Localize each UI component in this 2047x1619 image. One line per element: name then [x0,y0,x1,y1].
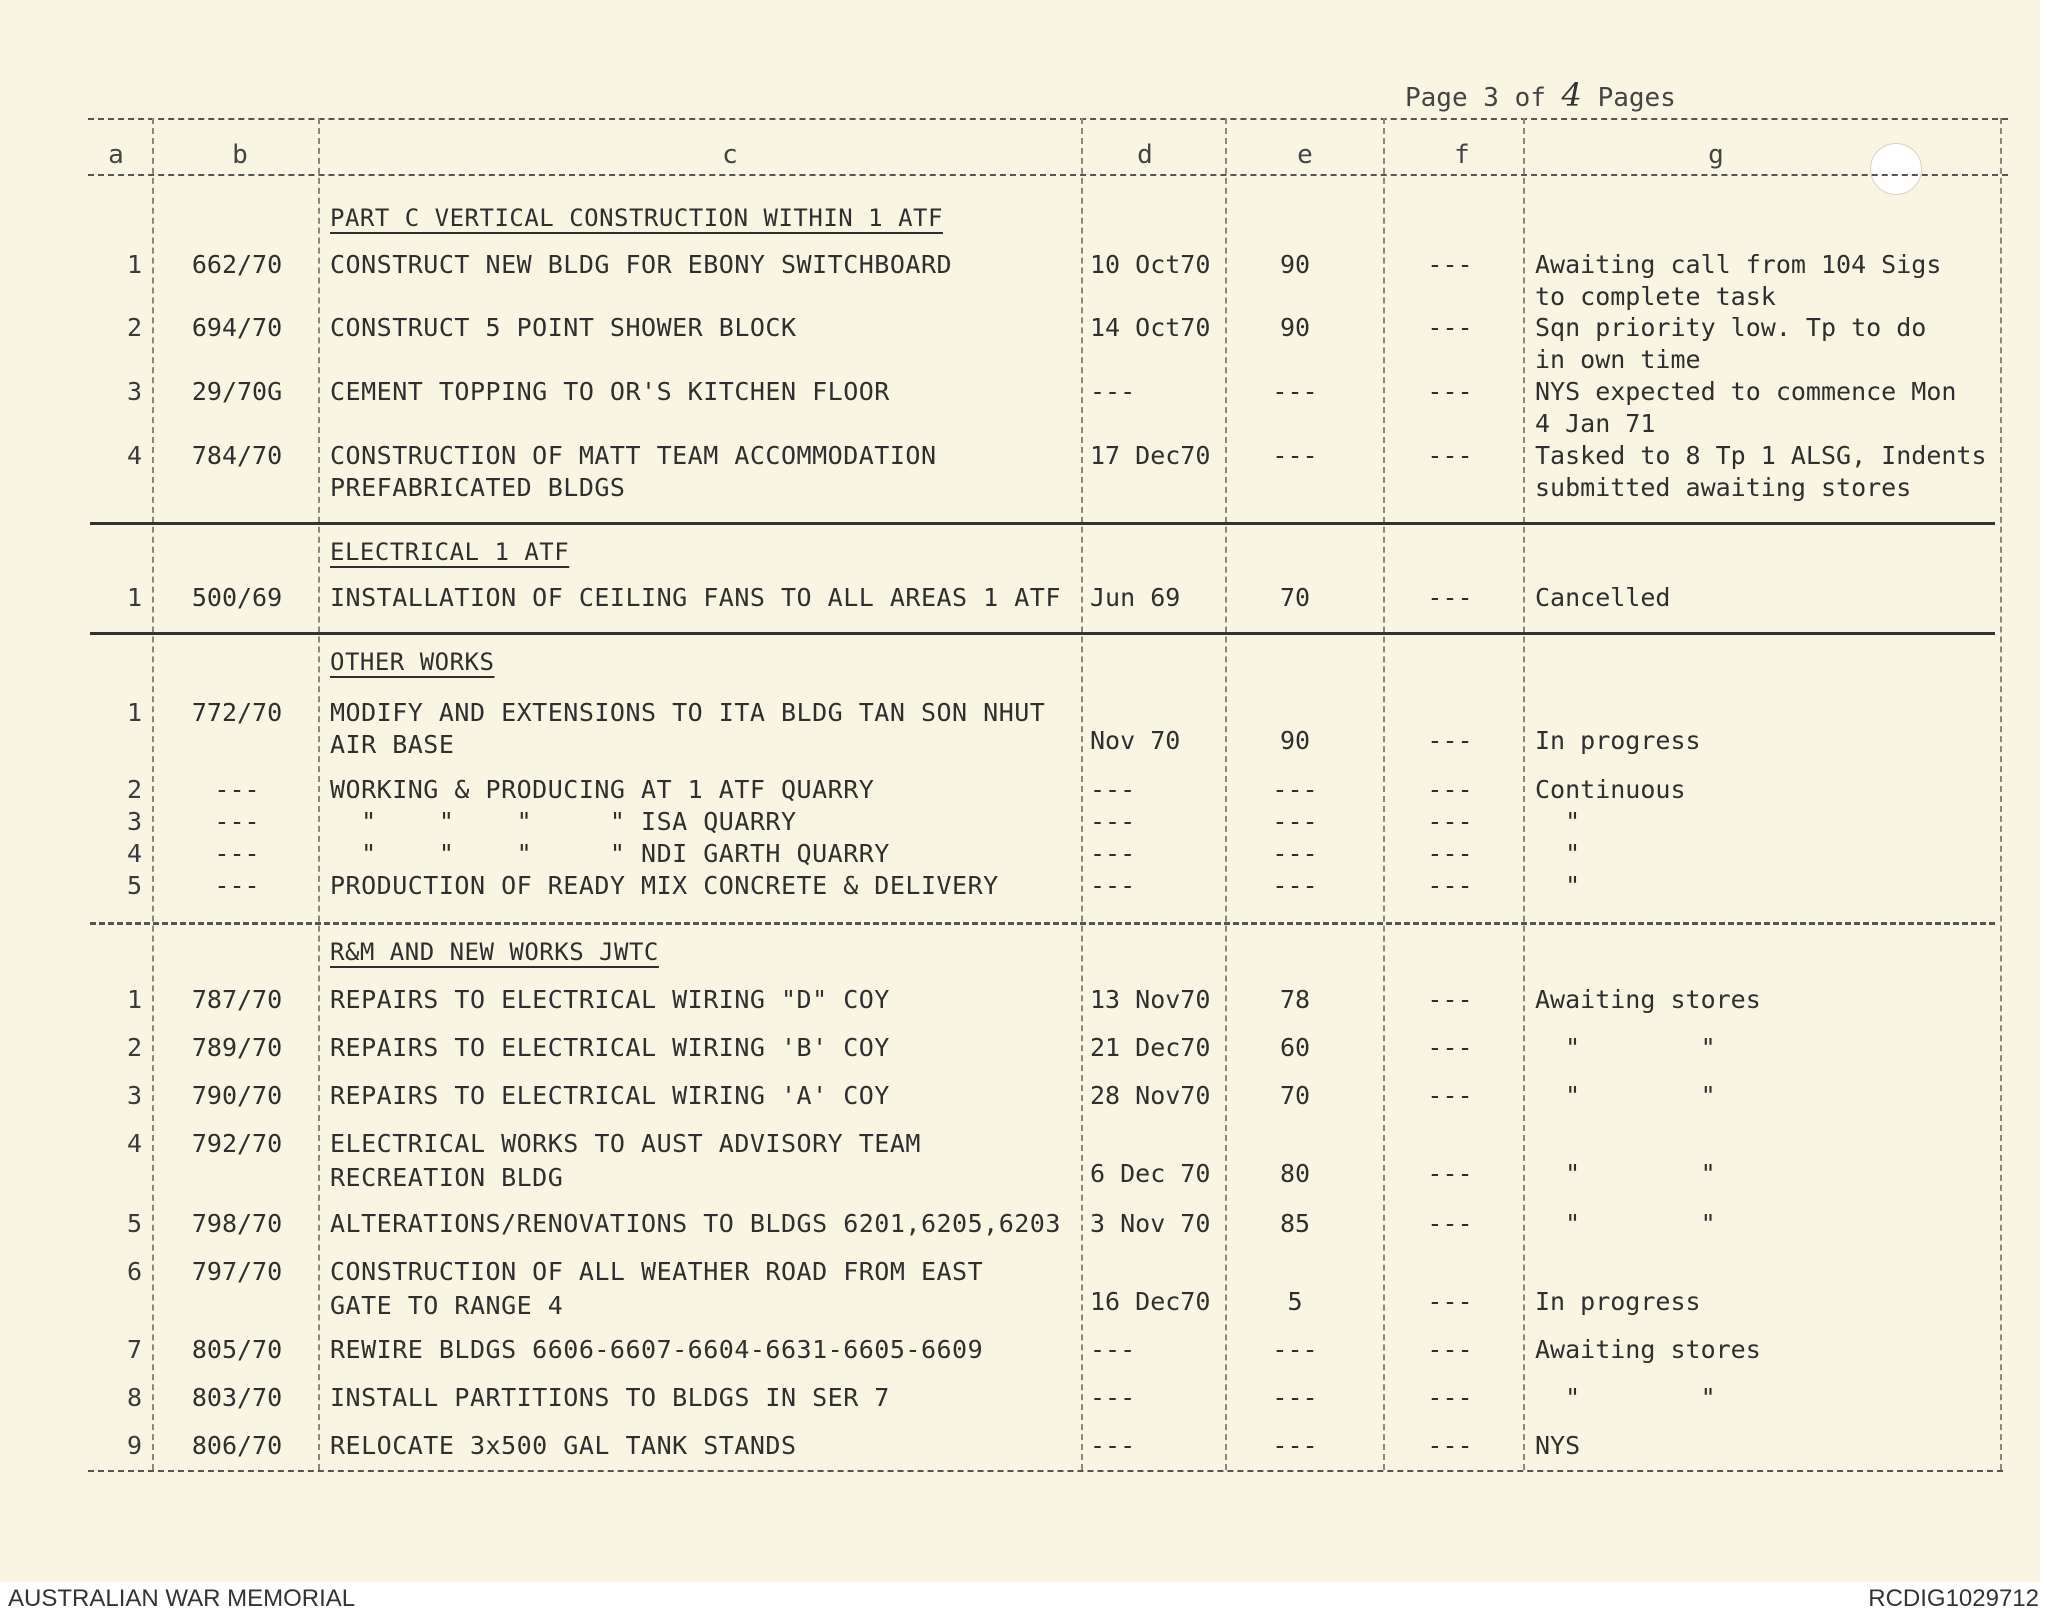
cell-description: INSTALL PARTITIONS TO BLDGS IN SER 7 [330,1383,890,1412]
cell-remarks: In progress [1535,726,1701,755]
cell-date: --- [1090,1335,1136,1364]
cell-date: 21 Dec70 [1090,1033,1211,1062]
cell-description: CONSTRUCTION OF MATT TEAM ACCOMMODATION [330,441,937,470]
cell-task-number: 805/70 [191,1335,283,1364]
cell-task-number: 789/70 [191,1033,283,1062]
cell-date: --- [1090,1383,1136,1412]
cell-task-number: 797/70 [191,1257,283,1286]
cell-serial: 2 [126,1033,142,1062]
cell-remarks: Continuous [1535,775,1686,804]
column-header-f: f [1454,140,1470,170]
cell-remarks-line2: to complete task [1535,282,1776,311]
cell-remarks: Awaiting call from 104 Sigs [1535,250,1942,279]
cell-task-number: 694/70 [191,313,283,342]
cell-task-number: 500/69 [191,583,283,612]
cell-percent: --- [1272,1431,1318,1460]
page-number-suffix: Pages [1597,83,1676,113]
cell-f: --- [1427,1431,1473,1460]
cell-date: --- [1090,377,1136,406]
cell-serial: 2 [126,313,142,342]
cell-task-number: 772/70 [191,698,283,727]
cell-remarks: " " [1535,1081,1716,1110]
cell-task-number: 787/70 [191,985,283,1014]
cell-remarks-line2: 4 Jan 71 [1535,409,1656,438]
cell-serial: 6 [126,1257,142,1286]
cell-percent: --- [1272,1335,1318,1364]
cell-percent: 90 [1279,726,1311,755]
cell-percent: --- [1272,377,1318,406]
cell-description: " " " " ISA QUARRY [330,807,797,836]
cell-task-number: 29/70G [191,377,283,406]
cell-task-number: 662/70 [191,250,283,279]
cell-remarks: " [1535,807,1581,836]
cell-description: REPAIRS TO ELECTRICAL WIRING "D" COY [330,985,890,1014]
cell-description: INSTALLATION OF CEILING FANS TO ALL AREAS 1 ATF [330,583,1061,612]
column-divider [1225,118,1227,1470]
column-header-b: b [232,140,248,170]
column-divider [1523,118,1525,1470]
cell-remarks: Sqn priority low. Tp to do [1535,313,1927,342]
cell-f: --- [1427,377,1473,406]
cell-percent: --- [1272,839,1318,868]
column-header-c: c [722,140,738,170]
cell-date: 16 Dec70 [1090,1287,1211,1316]
cell-serial: 1 [126,583,142,612]
cell-task-number: 790/70 [191,1081,283,1110]
cell-task-number: --- [214,807,260,836]
section-title-rm-new-works: R&M AND NEW WORKS JWTC [330,938,659,966]
page-number-handwritten: 4 [1561,76,1582,114]
cell-percent: 80 [1279,1159,1311,1188]
page-number [1405,76,1676,114]
cell-description: CONSTRUCT 5 POINT SHOWER BLOCK [330,313,797,342]
cell-percent: 90 [1279,313,1311,342]
bottom-rule [88,1470,2003,1472]
cell-serial: 8 [126,1383,142,1412]
cell-serial: 3 [126,377,142,406]
cell-task-number: --- [214,839,260,868]
cell-description-line2: AIR BASE [330,730,455,759]
cell-serial: 2 [126,775,142,804]
column-header-d: d [1137,140,1153,170]
cell-description: ALTERATIONS/RENOVATIONS TO BLDGS 6201,6205,6203 [330,1209,1061,1238]
cell-f: --- [1427,775,1473,804]
cell-percent: 78 [1279,985,1311,1014]
cell-percent: 90 [1279,250,1311,279]
section-divider [90,632,1995,635]
cell-description: ELECTRICAL WORKS TO AUST ADVISORY TEAM [330,1129,921,1158]
cell-percent: --- [1272,441,1318,470]
cell-f: --- [1427,839,1473,868]
cell-date: 28 Nov70 [1090,1081,1211,1110]
cell-date: 14 Oct70 [1090,313,1211,342]
cell-serial: 1 [126,698,142,727]
column-divider [2000,118,2002,1470]
cell-remarks: " " [1535,1209,1716,1238]
cell-serial: 4 [126,839,142,868]
cell-remarks: " " [1535,1033,1716,1062]
header-rule [88,174,2008,176]
cell-remarks: Awaiting stores [1535,985,1761,1014]
cell-task-number: 792/70 [191,1129,283,1158]
cell-remarks: Awaiting stores [1535,1335,1761,1364]
cell-serial: 1 [126,250,142,279]
cell-f: --- [1427,1033,1473,1062]
cell-f: --- [1427,985,1473,1014]
cell-description: REPAIRS TO ELECTRICAL WIRING 'B' COY [330,1033,890,1062]
cell-task-number: 803/70 [191,1383,283,1412]
cell-percent: 85 [1279,1209,1311,1238]
cell-description: PRODUCTION OF READY MIX CONCRETE & DELIVERY [330,871,999,900]
cell-serial: 7 [126,1335,142,1364]
cell-percent: --- [1272,807,1318,836]
cell-f: --- [1427,1081,1473,1110]
cell-percent: 70 [1279,1081,1311,1110]
cell-serial: 9 [126,1431,142,1460]
section-title-other-works: OTHER WORKS [330,648,495,676]
column-header-e: e [1297,140,1313,170]
cell-description-line2: PREFABRICATED BLDGS [330,473,626,502]
cell-percent: --- [1272,871,1318,900]
cell-date: 13 Nov70 [1090,985,1211,1014]
cell-description: " " " " NDI GARTH QUARRY [330,839,890,868]
cell-remarks: " [1535,871,1581,900]
cell-percent: 60 [1279,1033,1311,1062]
cell-date: Nov 70 [1090,726,1181,755]
section-divider [90,522,1995,525]
cell-date: --- [1090,775,1136,804]
column-divider [152,118,154,1470]
cell-serial: 5 [126,1209,142,1238]
column-header-a: a [108,140,124,170]
cell-date: 3 Nov 70 [1090,1209,1211,1238]
cell-date: 10 Oct70 [1090,250,1211,279]
cell-date: 17 Dec70 [1090,441,1211,470]
cell-remarks: Cancelled [1535,583,1671,612]
footer-record-id: RCDIG1029712 [1868,1585,2039,1612]
cell-date: --- [1090,807,1136,836]
cell-remarks-line2: in own time [1535,345,1701,374]
cell-description-line2: RECREATION BLDG [330,1163,564,1192]
cell-f: --- [1427,313,1473,342]
cell-serial: 3 [126,807,142,836]
column-divider [1081,118,1083,1470]
cell-serial: 4 [126,1129,142,1158]
cell-f: --- [1427,250,1473,279]
cell-description: CEMENT TOPPING TO OR'S KITCHEN FLOOR [330,377,890,406]
cell-task-number: --- [214,775,260,804]
cell-percent: 5 [1287,1287,1303,1316]
cell-f: --- [1427,807,1473,836]
cell-task-number: --- [214,871,260,900]
cell-f: --- [1427,871,1473,900]
cell-f: --- [1427,441,1473,470]
cell-date: --- [1090,839,1136,868]
section-title-vertical-construction: PART C VERTICAL CONSTRUCTION WITHIN 1 ATF [330,204,943,232]
page-number-prefix: Page 3 of [1405,83,1546,113]
cell-description: RELOCATE 3x500 GAL TANK STANDS [330,1431,797,1460]
cell-description-line2: GATE TO RANGE 4 [330,1291,564,1320]
cell-serial: 4 [126,441,142,470]
cell-remarks: NYS expected to commence Mon [1535,377,1957,406]
cell-task-number: 798/70 [191,1209,283,1238]
cell-date: --- [1090,871,1136,900]
section-divider [90,922,1995,925]
cell-serial: 1 [126,985,142,1014]
punch-hole [1870,143,1922,195]
cell-percent: --- [1272,1383,1318,1412]
cell-description: WORKING & PRODUCING AT 1 ATF QUARRY [330,775,875,804]
cell-task-number: 784/70 [191,441,283,470]
cell-task-number: 806/70 [191,1431,283,1460]
footer-archive-name: AUSTRALIAN WAR MEMORIAL [8,1585,356,1612]
cell-f: --- [1427,1209,1473,1238]
column-divider [318,118,320,1470]
cell-f: --- [1427,1383,1473,1412]
cell-date: 6 Dec 70 [1090,1159,1211,1188]
cell-serial: 3 [126,1081,142,1110]
cell-remarks: Tasked to 8 Tp 1 ALSG, Indents [1535,441,1987,470]
cell-date: --- [1090,1431,1136,1460]
cell-remarks-line2: submitted awaiting stores [1535,473,1912,502]
cell-description: CONSTRUCT NEW BLDG FOR EBONY SWITCHBOARD [330,250,953,279]
cell-description: REWIRE BLDGS 6606-6607-6604-6631-6605-6609 [330,1335,984,1364]
cell-f: --- [1427,1335,1473,1364]
top-rule [88,118,2008,120]
column-header-g: g [1708,140,1724,170]
cell-remarks: " " [1535,1159,1716,1188]
cell-description: CONSTRUCTION OF ALL WEATHER ROAD FROM EAST [330,1257,984,1286]
cell-f: --- [1427,1287,1473,1316]
cell-description: MODIFY AND EXTENSIONS TO ITA BLDG TAN SON NHUT [330,698,1046,727]
cell-description: REPAIRS TO ELECTRICAL WIRING 'A' COY [330,1081,890,1110]
cell-f: --- [1427,583,1473,612]
cell-f: --- [1427,726,1473,755]
cell-serial: 5 [126,871,142,900]
cell-f: --- [1427,1159,1473,1188]
cell-percent: 70 [1279,583,1311,612]
cell-date: Jun 69 [1090,583,1181,612]
cell-remarks: " [1535,839,1581,868]
cell-remarks: NYS [1535,1431,1581,1460]
cell-remarks: In progress [1535,1287,1701,1316]
cell-percent: --- [1272,775,1318,804]
section-title-electrical: ELECTRICAL 1 ATF [330,538,570,566]
cell-remarks: " " [1535,1383,1716,1412]
